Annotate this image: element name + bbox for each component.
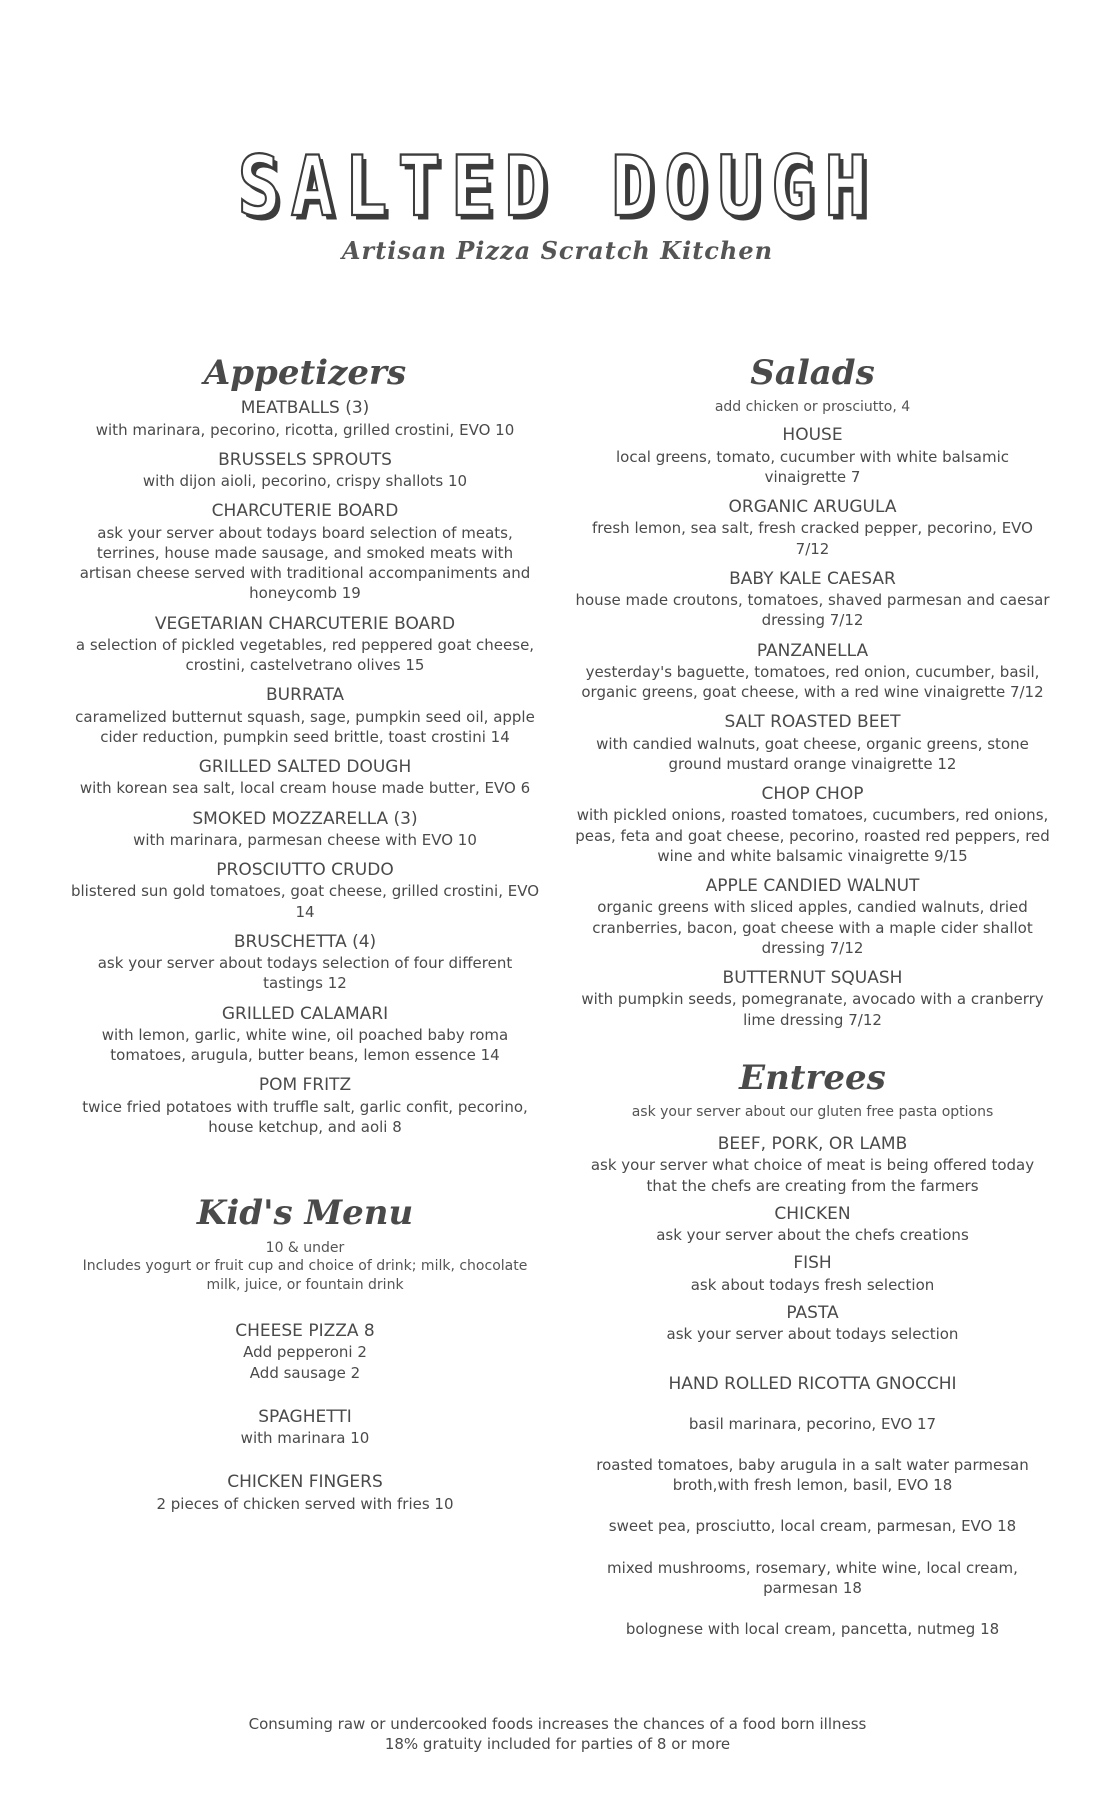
item-desc: ask your server about the chefs creations: [656, 1226, 969, 1245]
menu-item: [70, 450, 540, 492]
menu-item: [70, 501, 540, 603]
item-name: BEEF, PORK, OR LAMB: [717, 1134, 908, 1155]
menu-item: [70, 1075, 540, 1137]
item-desc: with korean sea salt, local cream house made butter, EVO 6: [79, 779, 531, 798]
item-name: BABY KALE CAESAR: [729, 568, 896, 589]
menu-item: [70, 1321, 540, 1383]
menu-item: [70, 1004, 540, 1066]
item-name: CHARCUTERIE BOARD: [211, 501, 399, 522]
item-name: MEATBALLS (3): [240, 398, 370, 419]
item-desc: Add pepperoni 2: [243, 1343, 367, 1362]
menu-item: [575, 968, 1050, 1030]
menu-item: [575, 497, 1050, 559]
item-desc: ask your server about todays selection of four different tastings 12: [97, 954, 513, 993]
item-desc: twice fried potatoes with truffle salt, garlic confit, pecorino, house ketchup, and aoli 8: [82, 1097, 528, 1136]
item-name: APPLE CANDIED WALNUT: [705, 876, 920, 897]
menu-item: [70, 757, 540, 799]
gratuity-notice: 18% gratuity included for parties of 8 or more: [384, 1734, 731, 1753]
item-desc: fresh lemon, sea salt, fresh cracked pepper, pecorino, EVO 7/12: [592, 519, 1033, 558]
item-name: VEGETARIAN CHARCUTERIE BOARD: [154, 613, 456, 634]
restaurant-tagline: Artisan Pizza Scratch Kitchen: [341, 236, 774, 265]
item-name: POM FRITZ: [258, 1075, 352, 1096]
gnocchi-heading: HAND ROLLED RICOTTA GNOCCHI: [668, 1374, 957, 1395]
salads-addon-note: add chicken or prosciutto, 4: [714, 399, 911, 416]
gnocchi-option: basil marinara, pecorino, EVO 17: [688, 1414, 937, 1433]
item-desc: organic greens with sliced apples, candied walnuts, dried cranberries, bacon, goat cheese with a maple cider shallot dressing 7/12: [592, 898, 1033, 957]
item-name: BUTTERNUT SQUASH: [722, 968, 903, 989]
item-name: BURRATA: [265, 685, 345, 706]
item-desc: yesterday's baguette, tomatoes, red onion, cucumber, basil, organic greens, goat cheese, with a red wine vinaigrette 7/12: [581, 662, 1044, 702]
item-desc: ask your server about todays selection: [666, 1325, 959, 1344]
gnocchi-option: sweet pea, prosciutto, local cream, parmesan, EVO 18: [608, 1517, 1017, 1536]
salads-list: [575, 425, 1050, 1030]
item-name: SALT ROASTED BEET: [724, 712, 901, 733]
left-column: [70, 355, 540, 1538]
kids-menu-section: [70, 1195, 540, 1514]
menu-item: [70, 685, 540, 747]
item-desc: blistered sun gold tomatoes, goat cheese, grilled crostini, EVO 14: [70, 882, 540, 921]
item-desc: house made croutons, tomatoes, shaved parmesan and caesar dressing 7/12: [575, 591, 1050, 630]
right-column: [575, 355, 1050, 1660]
menu-item: [70, 932, 540, 994]
appetizers-list: [70, 398, 540, 1137]
menu-item: [575, 1303, 1050, 1345]
item-desc: Add sausage 2: [249, 1363, 361, 1382]
menu-footer: [0, 1715, 1115, 1754]
item-name: HOUSE: [782, 425, 843, 446]
kids-menu-heading: Kid's Menu: [196, 1193, 414, 1234]
item-desc: with pickled onions, roasted tomatoes, cucumbers, red onions, peas, feta and goat cheese, pecorino, roasted red peppers, red wine and white balsamic vinaigrette 9/15: [575, 806, 1050, 865]
entrees-section: [575, 1057, 1050, 1640]
item-name: CHICKEN FINGERS: [227, 1472, 383, 1493]
item-name: SPAGHETTI: [258, 1406, 352, 1427]
item-desc: with candied walnuts, goat cheese, organic greens, stone ground mustard orange vinaigrette 12: [596, 734, 1029, 773]
menu-item: [575, 425, 1050, 487]
item-desc: with marinara 10: [240, 1429, 370, 1448]
item-name: CHICKEN: [774, 1203, 851, 1224]
menu-item: [575, 641, 1050, 703]
item-name: PASTA: [786, 1302, 839, 1323]
item-desc: 2 pieces of chicken served with fries 10: [156, 1494, 454, 1513]
menu-item: [70, 1472, 540, 1514]
item-name: SMOKED MOZZARELLA (3): [192, 808, 418, 829]
item-desc: with pumpkin seeds, pomegranate, avocado with a cranberry lime dressing 7/12: [581, 990, 1044, 1029]
gnocchi-option: roasted tomatoes, baby arugula in a salt water parmesan broth,with fresh lemon, basil, EVO 18: [596, 1455, 1029, 1495]
item-desc: ask your server about todays board selection of meats, terrines, house made sausage, and smoked meats with artisan cheese served with traditional accompaniments and honeycomb 19: [79, 523, 531, 603]
menu-header: [0, 137, 1115, 265]
gnocchi-option: bolognese with local cream, pancetta, nutmeg 18: [625, 1620, 1000, 1639]
item-desc: with lemon, garlic, white wine, oil poached baby roma tomatoes, arugula, butter beans, lemon essence 14: [101, 1025, 509, 1065]
kids-includes-note: Includes yogurt or fruit cup and choice of drink; milk, chocolate milk, juice, or fountain drink: [82, 1258, 528, 1294]
menu-item: [70, 1407, 540, 1449]
item-desc: caramelized butternut squash, sage, pumpkin seed oil, apple cider reduction, pumpkin seed brittle, toast crostini 14: [75, 707, 535, 746]
menu-item: [70, 614, 540, 676]
kids-age-note: 10 & under: [265, 1239, 345, 1256]
menu-item: [575, 712, 1050, 774]
restaurant-logo-title: SALTED DOUGH: [237, 137, 878, 235]
item-name: PROSCIUTTO CRUDO: [216, 860, 394, 881]
item-desc: with marinara, parmesan cheese with EVO 10: [133, 830, 477, 849]
menu-item: [70, 809, 540, 851]
item-name: PANZANELLA: [756, 640, 869, 661]
item-desc: with dijon aioli, pecorino, crispy shallots 10: [142, 472, 468, 491]
appetizers-heading: Appetizers: [203, 353, 407, 393]
item-desc: local greens, tomato, cucumber with white balsamic vinaigrette 7: [616, 447, 1009, 486]
menu-item: [575, 1204, 1050, 1246]
menu-item: [575, 569, 1050, 631]
menu-item: [70, 860, 540, 922]
menu-item: [575, 784, 1050, 866]
entrees-gluten-note: ask your server about our gluten free pasta options: [631, 1104, 994, 1121]
menu-item: [575, 1253, 1050, 1295]
food-safety-notice: Consuming raw or undercooked foods increases the chances of a food born illness: [248, 1715, 867, 1733]
item-name: GRILLED CALAMARI: [221, 1003, 389, 1024]
item-name: ORGANIC ARUGULA: [728, 497, 897, 518]
item-desc: a selection of pickled vegetables, red peppered goat cheese, crostini, castelvetrano olives 15: [75, 635, 535, 675]
item-desc: ask your server what choice of meat is being offered today that the chefs are creating from the farmers: [590, 1156, 1035, 1195]
item-desc: with marinara, pecorino, ricotta, grilled crostini, EVO 10: [95, 420, 515, 439]
item-desc: ask about todays fresh selection: [690, 1275, 935, 1294]
menu-item: [70, 398, 540, 440]
menu-item: [575, 876, 1050, 958]
item-name: GRILLED SALTED DOUGH: [198, 757, 412, 778]
menu-item: [575, 1134, 1050, 1196]
salads-heading: Salads: [750, 353, 875, 393]
item-name: CHEESE PIZZA 8: [235, 1321, 375, 1342]
gnocchi-option: mixed mushrooms, rosemary, white wine, local cream, parmesan 18: [607, 1558, 1018, 1597]
entrees-heading: Entrees: [739, 1057, 886, 1098]
item-name: BRUSSELS SPROUTS: [218, 449, 392, 470]
item-name: CHOP CHOP: [761, 784, 864, 805]
item-name: BRUSCHETTA (4): [233, 931, 377, 952]
item-name: FISH: [793, 1253, 832, 1274]
